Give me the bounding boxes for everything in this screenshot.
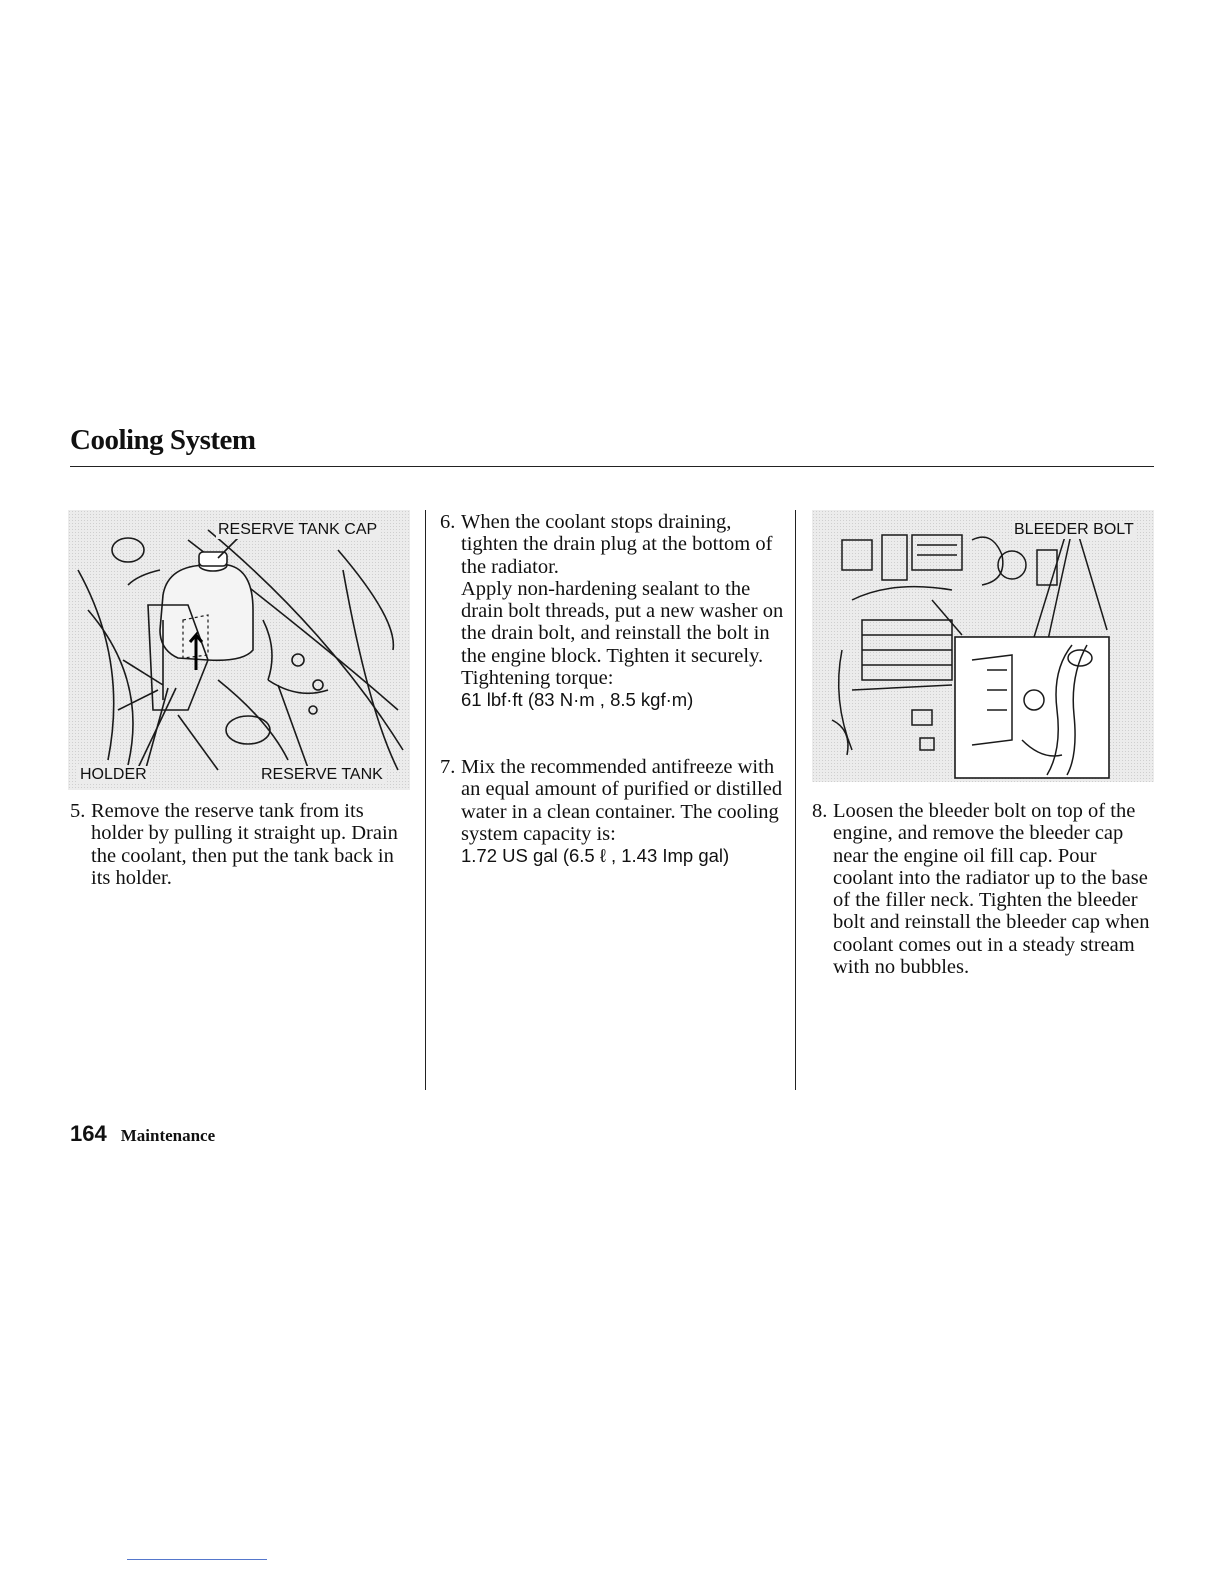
step-text: When the coolant stops draining, tighten the drain plug at the bottom of the radiator.: [461, 511, 773, 578]
column-divider: [425, 510, 426, 1090]
capacity-value: 1.72 US gal (6.5 ℓ , 1.43 Imp gal): [461, 845, 730, 867]
step-7: [440, 756, 785, 867]
page-number: 164: [70, 1121, 107, 1146]
reserve-tank-label: RESERVE TANK: [261, 766, 383, 783]
bottom-link-line: [127, 1559, 267, 1560]
bleeder-bolt-label: BLEEDER BOLT: [1014, 521, 1134, 538]
reserve-tank-cap-label: RESERVE TANK CAP: [218, 521, 378, 538]
step-text: Apply non-hardening sealant to the drain bolt threads, put a new washer on the drain bolt, and reinstall the bolt in the engine block. Tighten it securely.: [461, 577, 784, 667]
bleeder-bolt-drawing: [812, 510, 1154, 782]
reserve-tank-drawing: [68, 510, 410, 790]
column-divider: [795, 510, 796, 1090]
step-number: 6.: [440, 511, 456, 533]
reserve-tank-illustration: [68, 510, 410, 790]
step-number: 7.: [440, 756, 456, 778]
step-6: [440, 511, 785, 712]
step-number: 8.: [812, 800, 828, 822]
torque-value: 61 lbf·ft (83 N·m , 8.5 kgf·m): [461, 689, 694, 711]
page-footer: [70, 1121, 215, 1147]
page-title: Cooling System: [70, 424, 256, 456]
holder-label: HOLDER: [80, 766, 147, 783]
step-text: Tightening torque:: [461, 667, 614, 690]
step-number: 5.: [70, 800, 86, 822]
step-text: Mix the recommended antifreeze with an equal amount of purified or distilled water in a clean container. The cooling system capacity is:: [461, 756, 783, 845]
step-text: Remove the reserve tank from its holder by pulling it straight up. Drain the coolant, then put the tank back in its holder.: [91, 800, 398, 889]
section-name: Maintenance: [120, 1126, 216, 1145]
step-5: [70, 800, 410, 889]
step-8: [812, 800, 1154, 978]
bleeder-bolt-illustration: [812, 510, 1154, 782]
title-rule: [70, 466, 1154, 467]
step-text: Loosen the bleeder bolt on top of the engine, and remove the bleeder cap near the engine oil fill cap. Pour coolant into the radiator up to the base of the filler neck. Tighten the bleeder bolt and reinstall the bleeder cap when coolant comes out in a steady stream with no bubbles.: [833, 800, 1150, 979]
